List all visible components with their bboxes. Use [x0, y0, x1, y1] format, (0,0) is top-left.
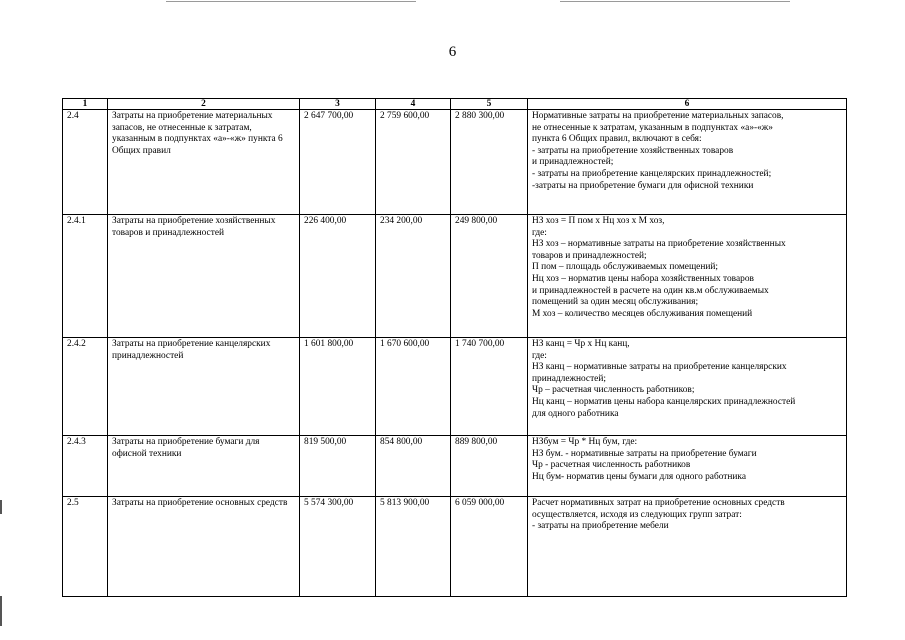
- description-line: где:: [532, 350, 547, 361]
- column-header: 6: [528, 99, 847, 110]
- value-col-4: 2 759 600,00: [376, 110, 451, 215]
- description-line: П пом – площадь обслуживаемых помещений;: [532, 262, 718, 273]
- row-code: 2.4.3: [63, 436, 108, 497]
- description-line: для одного работника: [532, 408, 619, 419]
- description-line: Чр - расчетная численность работников: [532, 460, 691, 471]
- description-line: НЗ хоз = П пом х Нц хоз х М хоз,: [532, 216, 665, 226]
- value-col-4: 234 200,00: [376, 215, 451, 338]
- row-code: 2.5: [63, 497, 108, 597]
- value-col-3: 2 647 700,00: [300, 110, 376, 215]
- description-line: Нормативные затраты на приобретение материальных запасов,: [532, 111, 784, 121]
- description-line: М хоз – количество месяцев обслуживания помещений: [532, 308, 753, 319]
- row-description: [528, 497, 847, 597]
- table-row: [63, 110, 847, 215]
- description-line: Расчет нормативных затрат на приобретение основных средств: [532, 498, 785, 508]
- table-row: [63, 436, 847, 497]
- description-line: Нц бум- норматив цены бумаги для одного работника: [532, 471, 747, 482]
- value-col-4: 1 670 600,00: [376, 338, 451, 436]
- row-code: 2.4.1: [63, 215, 108, 338]
- description-line: и принадлежностей в расчете на один кв.м обслуживаемых: [532, 285, 769, 296]
- row-description: [528, 110, 847, 215]
- value-col-5: 249 800,00: [451, 215, 528, 338]
- value-col-3: 5 574 300,00: [300, 497, 376, 597]
- scan-edge-line: [166, 1, 416, 2]
- column-header: 5: [451, 99, 528, 110]
- header-row: [63, 99, 847, 110]
- value-col-3: 819 500,00: [300, 436, 376, 497]
- description-line: НЗ хоз – нормативные затраты на приобретение хозяйственных: [532, 239, 786, 250]
- row-name: Затраты на приобретение канцелярских принадлежностей: [108, 338, 300, 436]
- value-col-4: 5 813 900,00: [376, 497, 451, 597]
- description-line: НЗ канц = Чр х Нц канц,: [532, 339, 630, 349]
- row-code: 2.4.2: [63, 338, 108, 436]
- page-number: 6: [448, 44, 457, 60]
- description-line: НЗ канц – нормативные затраты на приобретение канцелярских: [532, 362, 787, 373]
- description-line: Нц хоз – норматив цены набора хозяйственных товаров: [532, 273, 754, 284]
- description-line: и принадлежностей;: [532, 157, 614, 168]
- description-line: -затраты на приобретение бумаги для офисной техники: [532, 180, 754, 191]
- row-description: [528, 215, 847, 338]
- description-line: осуществляется, исходя из следующих групп затрат:: [532, 509, 742, 520]
- value-col-5: 1 740 700,00: [451, 338, 528, 436]
- cost-table: [62, 98, 847, 597]
- table-row: [63, 497, 847, 597]
- description-line: Чр – расчетная численность работников;: [532, 385, 695, 396]
- description-line: НЗбум = Чр * Нц бум, где:: [532, 437, 638, 447]
- table-row: [63, 215, 847, 338]
- scan-edge-mark: [0, 500, 2, 514]
- description-line: пункта 6 Общих правил, включают в себя:: [532, 134, 702, 145]
- row-description: [528, 338, 847, 436]
- value-col-5: 889 800,00: [451, 436, 528, 497]
- description-line: - затраты на приобретение хозяйственных товаров: [532, 145, 734, 156]
- description-line: принадлежностей;: [532, 373, 606, 384]
- row-description: [528, 436, 847, 497]
- value-col-4: 854 800,00: [376, 436, 451, 497]
- description-line: товаров и принадлежностей;: [532, 250, 647, 261]
- description-line: где:: [532, 227, 547, 238]
- row-code: 2.4: [63, 110, 108, 215]
- scan-edge-line: [560, 1, 790, 2]
- description-line: не отнесенные к затратам, указанным в подпунктах «а»-«ж»: [532, 122, 773, 133]
- description-line: - затраты на приобретение мебели: [532, 521, 669, 532]
- description-line: - затраты на приобретение канцелярских принадлежностей;: [532, 168, 772, 179]
- row-name: Затраты на приобретение хозяйственных товаров и принадлежностей: [108, 215, 300, 338]
- row-name: Затраты на приобретение бумаги для офисной техники: [108, 436, 300, 497]
- value-col-3: 1 601 800,00: [300, 338, 376, 436]
- description-line: НЗ бум. - нормативные затраты на приобретение бумаги: [532, 448, 757, 459]
- value-col-5: 2 880 300,00: [451, 110, 528, 215]
- row-name: Затраты на приобретение основных средств: [108, 497, 300, 597]
- table-row: [63, 338, 847, 436]
- row-name: Затраты на приобретение материальных запасов, не отнесенные к затратам, указанным в подпунктах «а»-«ж» пункта 6 Общих правил: [108, 110, 300, 215]
- column-header: 2: [108, 99, 300, 110]
- value-col-3: 226 400,00: [300, 215, 376, 338]
- description-line: помещений за один месяц обслуживания;: [532, 297, 699, 308]
- column-header: 1: [63, 99, 108, 110]
- scan-edge-mark: [0, 596, 2, 626]
- column-header: 3: [300, 99, 376, 110]
- column-header: 4: [376, 99, 451, 110]
- value-col-5: 6 059 000,00: [451, 497, 528, 597]
- description-line: Нц канц – норматив цены набора канцелярских принадлежностей: [532, 396, 796, 407]
